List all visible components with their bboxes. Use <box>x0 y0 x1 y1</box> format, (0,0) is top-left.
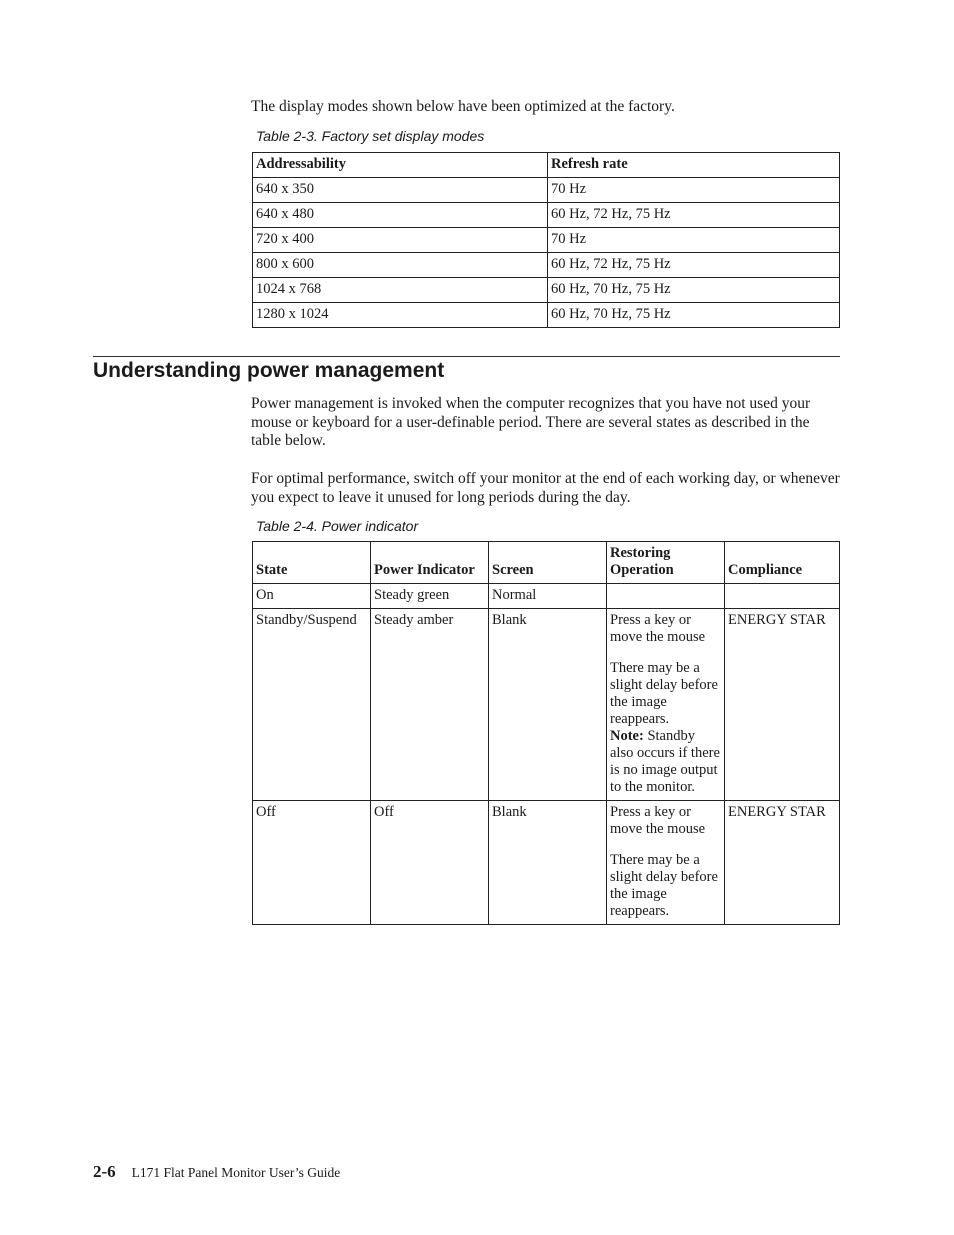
table-row <box>253 278 840 303</box>
table-row <box>253 228 840 253</box>
table-header-row <box>253 542 840 584</box>
refresh-rate-cell: 60 Hz, 70 Hz, 75 Hz <box>548 278 840 303</box>
table-row <box>253 801 840 925</box>
display-modes-table <box>252 152 840 328</box>
header-compliance: Compliance <box>725 542 840 584</box>
restoring-cell <box>607 584 725 609</box>
refresh-rate-cell: 60 Hz, 70 Hz, 75 Hz <box>548 303 840 328</box>
addressability-cell: 720 x 400 <box>253 228 548 253</box>
restore-delay-text: There may be a slight delay before the image reappears. <box>610 660 718 727</box>
restore-action-text: Press a key or move the mouse <box>610 612 706 645</box>
addressability-cell: 640 x 350 <box>253 178 548 203</box>
document-title: L171 Flat Panel Monitor User’s Guide <box>131 1165 341 1180</box>
table-2-4-caption: Table 2-4. Power indicator <box>256 518 419 534</box>
restoring-cell <box>607 801 725 925</box>
addressability-cell: 800 x 600 <box>253 253 548 278</box>
restore-delay-text: There may be a slight delay before the image reappears. <box>610 852 718 919</box>
indicator-cell: Steady green <box>371 584 489 609</box>
state-cell: Standby/Suspend <box>253 609 371 801</box>
indicator-cell: Steady amber <box>371 609 489 801</box>
compliance-cell <box>725 584 840 609</box>
table-row <box>253 178 840 203</box>
table-row <box>253 203 840 228</box>
compliance-cell: ENERGY STAR <box>725 609 840 801</box>
state-cell: Off <box>253 801 371 925</box>
intro-paragraph: The display modes shown below have been optimized at the factory. <box>251 98 675 115</box>
power-management-paragraph: Power management is invoked when the computer recognizes that you have not used your mouse or keyboard for a user-definable period. There are several states as described in the table below. <box>251 395 811 449</box>
screen-cell: Normal <box>489 584 607 609</box>
refresh-rate-cell: 60 Hz, 72 Hz, 75 Hz <box>548 253 840 278</box>
optimal-performance-paragraph: For optimal performance, switch off your monitor at the end of each working day, or whenever you expect to leave it unused for long periods during the day. <box>251 470 840 506</box>
table-row <box>253 253 840 278</box>
refresh-rate-cell: 70 Hz <box>548 178 840 203</box>
restore-action-text: Press a key or move the mouse <box>610 804 706 837</box>
section-title: Understanding power management <box>93 359 445 382</box>
restoring-cell <box>607 609 725 801</box>
table-row <box>253 609 840 801</box>
page-footer <box>93 1162 340 1182</box>
header-screen: Screen <box>489 542 607 584</box>
compliance-cell: ENERGY STAR <box>725 801 840 925</box>
refresh-rate-cell: 60 Hz, 72 Hz, 75 Hz <box>548 203 840 228</box>
header-power-indicator: Power Indicator <box>371 542 489 584</box>
header-state: State <box>253 542 371 584</box>
section-divider <box>93 356 840 357</box>
header-restoring-operation: Restoring Operation <box>607 542 725 584</box>
page-number: 2-6 <box>93 1162 116 1181</box>
addressability-cell: 640 x 480 <box>253 203 548 228</box>
addressability-cell: 1280 x 1024 <box>253 303 548 328</box>
table-header-row <box>253 153 840 178</box>
table-row <box>253 303 840 328</box>
refresh-rate-cell: 70 Hz <box>548 228 840 253</box>
power-indicator-table <box>252 541 840 925</box>
header-addressability: Addressability <box>253 153 548 178</box>
screen-cell: Blank <box>489 801 607 925</box>
note-label: Note: <box>610 728 644 744</box>
screen-cell: Blank <box>489 609 607 801</box>
header-refresh-rate: Refresh rate <box>548 153 840 178</box>
note-text: Standby also occurs if there is no image output to the monitor. <box>610 728 720 795</box>
state-cell: On <box>253 584 371 609</box>
addressability-cell: 1024 x 768 <box>253 278 548 303</box>
indicator-cell: Off <box>371 801 489 925</box>
table-2-3-caption: Table 2-3. Factory set display modes <box>256 128 485 144</box>
table-row <box>253 584 840 609</box>
